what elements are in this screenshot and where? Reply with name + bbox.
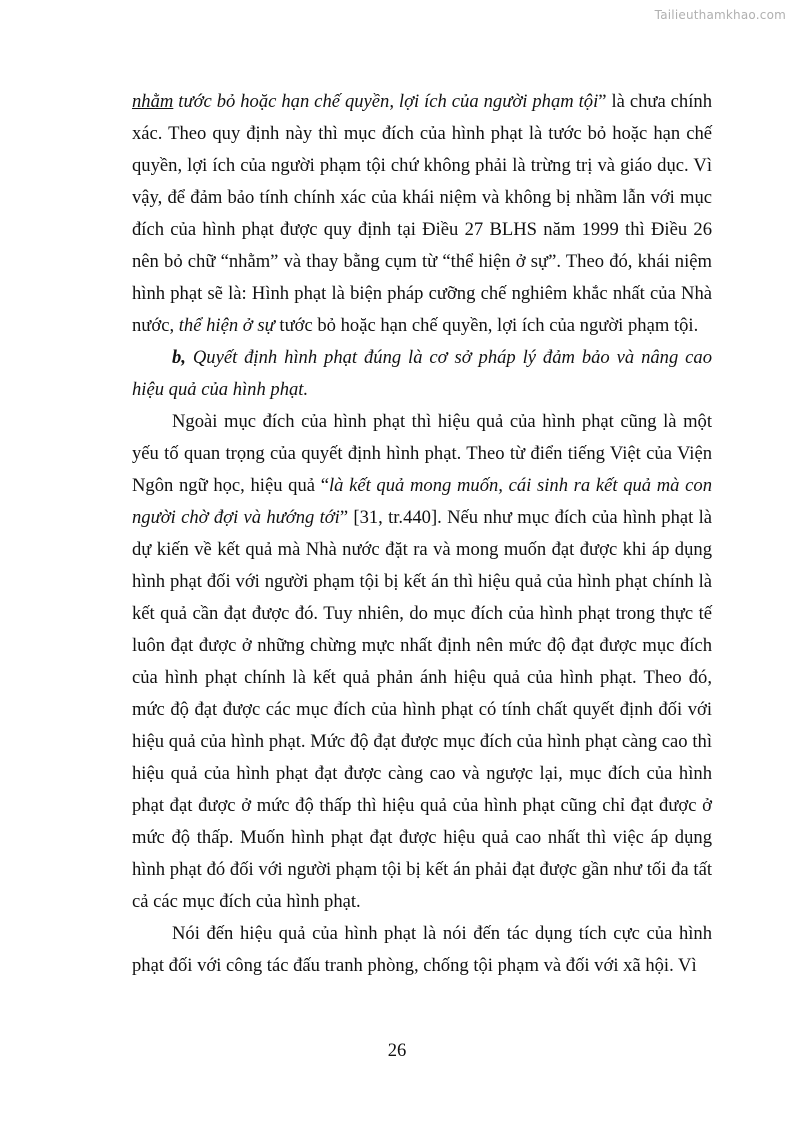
paragraph-1-text: ” là chưa chính xác. Theo quy định này thì mục đích của hình phạt là tước bỏ hoặc hạn chế quyền, lợi ích của người phạm tội chứ không phải là trừng trị và giáo dục. Vì vậy, để đảm bảo tính chính xác của khái niệm và không bị nhầm lẫn với mục đích của hình phạt được quy định tại Điều 27 BLHS năm 1999 thì Điều 26 nên bỏ chữ “nhằm” và thay bằng cụm từ “thể hiện ở sự”. Theo đó, khái niệm hình phạt sẽ là: Hình phạt là biện pháp cưỡng chế nghiêm khắc nhất của Nhà nước, [132,91,712,336]
italic-phrase: thể hiện ở sự [178,315,275,336]
dictionary-quote: là kết quả mong muốn, cái sinh ra kết quả mà con người chờ đợi và hướng tới [132,475,712,528]
watermark: Tailieuthamkhao.com [654,8,786,22]
document-body [132,86,712,982]
quote-text [132,91,598,112]
quote-continuation: tước bỏ hoặc hạn chế quyền, lợi ích của người phạm tội [173,91,599,112]
paragraph-1 [132,86,712,342]
paragraph-2 [132,406,712,918]
paragraph-1-ending: tước bỏ hoặc hạn chế quyền, lợi ích của người phạm tội. [274,315,699,336]
underlined-word: nhằm [132,91,174,112]
page-number: 26 [387,1040,407,1061]
section-marker: b, [172,347,186,368]
section-heading [132,342,712,406]
paragraph-2-continuation: ” [31, tr.440]. Nếu như mục đích của hình phạt là dự kiến về kết quả mà Nhà nước đặt ra và mong muốn đạt được khi áp dụng hình phạt đối với người phạm tội bị kết án thì hiệu quả của hình phạt chính là kết quả cần đạt được đó. Tuy nhiên, do mục đích của hình phạt trong thực tế luôn đạt được ở những chừng mực nhất định nên mức độ đạt được mục đích của hình phạt chính là kết quả phản ánh hiệu quả của hình phạt. Theo đó, mức độ đạt được các mục đích của hình phạt có tính chất quyết định đối với hiệu quả của hình phạt. Mức độ đạt được mục đích của hình phạt càng cao thì hiệu quả của hình phạt đạt được càng cao và ngược lại, mục đích của hình phạt đạt được ở mức độ thấp thì hiệu quả của hình phạt cũng chỉ đạt được ở mức độ thấp. Muốn hình phạt đạt được hiệu quả cao nhất thì việc áp dụng hình phạt đó đối với người phạm tội bị kết án phải đạt được gần như tối đa tất cả các mục đích của hình phạt. [132,507,712,912]
paragraph-3 [132,918,712,982]
section-heading-text: Quyết định hình phạt đúng là cơ sở pháp lý đảm bảo và nâng cao hiệu quả của hình phạt. [132,347,712,400]
paragraph-3-text: Nói đến hiệu quả của hình phạt là nói đến tác dụng tích cực của hình phạt đối với công tác đấu tranh phòng, chống tội phạm và đối với xã hội. Vì [132,923,712,976]
paragraph-2-text: Ngoài mục đích của hình phạt thì hiệu quả của hình phạt cũng là một yếu tố quan trọng của quyết định hình phạt. Theo từ điển tiếng Việt của Viện Ngôn ngữ học, hiệu quả “ [132,411,712,496]
